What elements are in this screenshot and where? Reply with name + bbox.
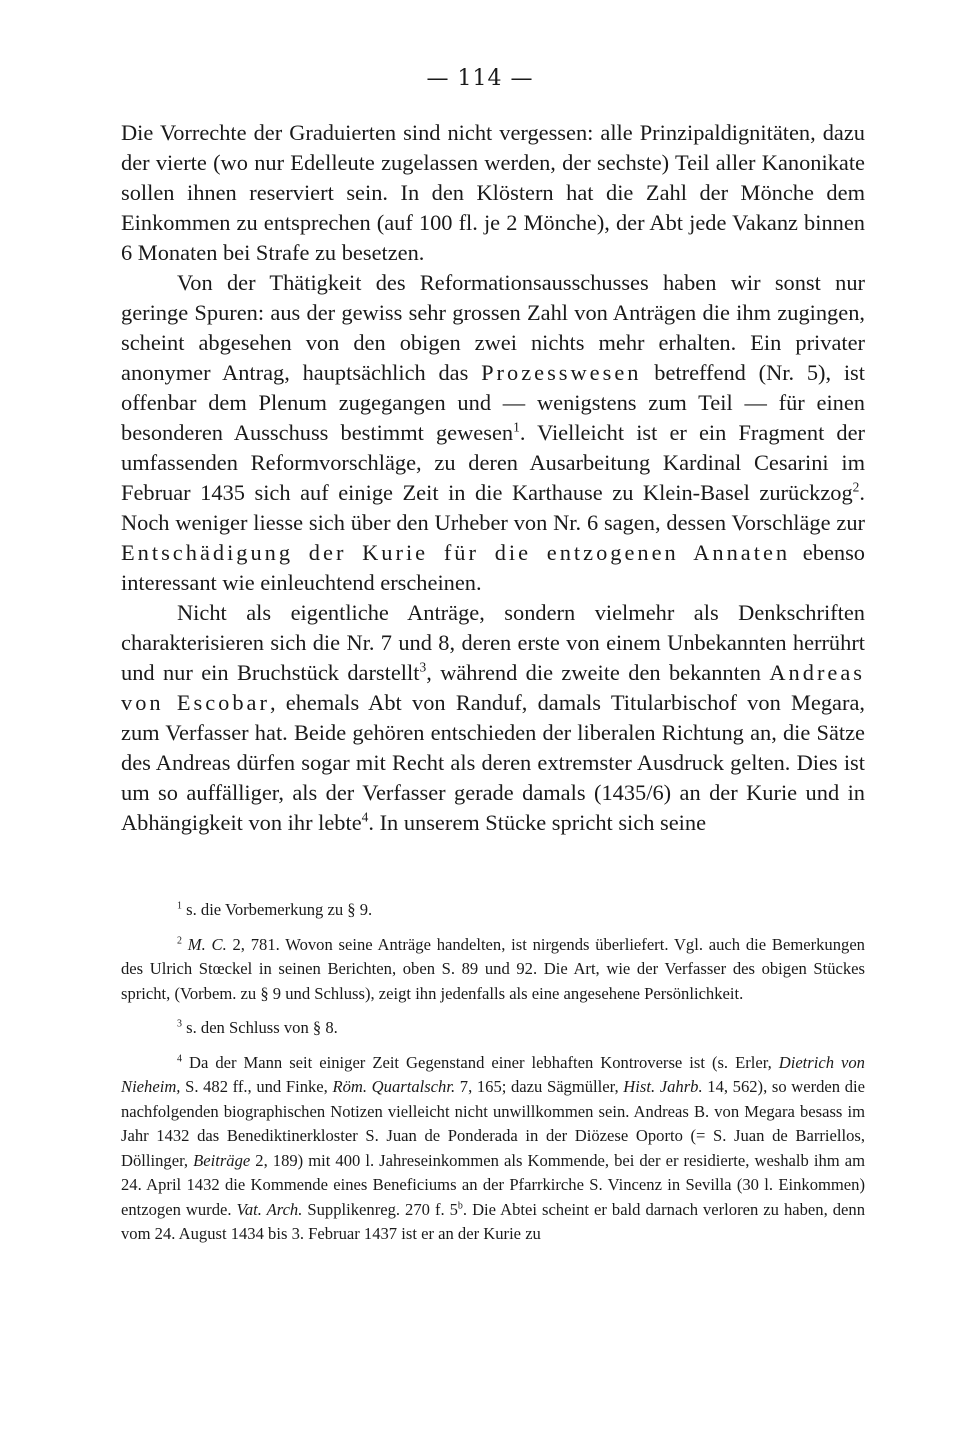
- footnote-ref-3[interactable]: 3: [419, 659, 427, 675]
- footnote-2: [121, 933, 865, 1007]
- footnote-4-i5: Vat. Arch.: [236, 1199, 303, 1219]
- footnote-2-mark: 2: [177, 934, 182, 946]
- footnote-3-mark: 3: [177, 1018, 182, 1030]
- footnote-3: [121, 1016, 865, 1041]
- footnote-4: [121, 1051, 865, 1247]
- paragraph-2: [121, 268, 865, 598]
- footnote-ref-1[interactable]: 1: [513, 419, 520, 435]
- footnote-ref-2[interactable]: 2: [852, 479, 860, 495]
- p2-text-g: ebenso interessant wie einleuchtend erscheinen.: [121, 540, 865, 595]
- footnote-4-i3: Hist. Jahrb.: [623, 1077, 703, 1096]
- paragraph-3: [121, 598, 865, 838]
- p3-text-e: . In unserem Stücke spricht sich seine: [368, 810, 707, 835]
- p3-text-b: , während die zweite den bekannten: [426, 660, 770, 685]
- p3-text-d: , ehemals Abt von Randuf, damals Titularbischof von Megara, zum Verfasser hat. Beide gehören entschieden der liberalen Richtung an, die Sätze des Andreas dürfen sogar mit Recht als deren extremster Ausdruck gelten. Dies ist um so auffälliger, als der Verfasser gerade damals (1435/6) an der Kurie und in Abhängigkeit von ihr lebte: [121, 690, 865, 835]
- footnote-4-i4: Beiträge: [193, 1150, 251, 1170]
- main-text: [121, 118, 865, 838]
- footnote-2-text: 2, 781. Wovon seine Anträge handelten, ist nirgends überliefert. Vgl. auch die Bemerkungen des Ulrich Stœckel in seinen Berichten, oben S. 89 und 92. Die Art, wie der Verfasser des obigen Stückes spricht, (Vorbem. zu § 9 und Schluss), zeigt ihn jedenfalls als eine angesehene Persönlichkeit.: [121, 934, 865, 1003]
- footnote-4-t1: Da der Mann seit einiger Zeit Gegenstand einer lebhaften Kontroverse ist (s. Erler,: [188, 1052, 779, 1072]
- p2-spaced-prozesswesen: Prozesswesen: [481, 360, 642, 385]
- footnote-ref-4[interactable]: 4: [361, 809, 369, 825]
- footnote-4-i2: Röm. Quartalschr.: [332, 1077, 456, 1096]
- p2-text-c: betreffend (Nr. 5), ist offenbar dem Plenum zugegangen und — wenigstens zum Teil — für einen besonderen Ausschuss bestimmt gewesen: [121, 360, 865, 445]
- footnote-4-t4: 14, 562), so werden die nachfolgenden biographischen Notizen vielleicht nicht unwillkommen sein. Andreas B. von Megara besass im Jahr 1432 das Benediktinerkloster S. Juan de Ponderada in der Diözese Oporto (= S. Juan de Barriellos, Döllinger,: [121, 1077, 866, 1170]
- footnote-1-text: s. die Vorbemerkung zu § 9.: [186, 900, 373, 919]
- p2-spaced-entschaedigung: Entschädigung der Kurie für die entzogenen Annaten: [121, 540, 791, 565]
- footnote-2-source: M. C.: [187, 934, 227, 954]
- footnote-4-mark: 4: [177, 1052, 182, 1064]
- footnote-4-t2: S. 482 ff., und Finke,: [180, 1077, 333, 1096]
- footnote-4-t5: 2, 189) mit 400 l. Jahreseinkommen als Kommende, bei der er residierte, weshalb ihm am 24. April 1432 die Kommende eines Beneficiums an der Pfarrkirche S. Vincenz in Sevilla (30 l. Einkommen) entzogen wurde.: [121, 1150, 865, 1219]
- footnote-4-i1: Dietrich von Nieheim,: [121, 1052, 865, 1096]
- footnote-4-sup: b: [457, 1199, 463, 1211]
- p2-text-a: Von der Thätigkeit des Reformationsausschusses haben wir sonst nur geringe Spuren: aus der gewiss sehr grossen Zahl von Anträgen die ihm zugingen, scheint abgesehen von den obigen zwei nichts mehr erhalten. Ein privater anonymer Antrag, hauptsächlich das: [121, 270, 865, 385]
- footnote-4-t3: 7, 165; dazu Sägmüller,: [455, 1077, 624, 1096]
- p2-text-d: . Vielleicht ist er ein Fragment der umfassenden Reformvorschläge, zu deren Ausarbeitung Kardinal Cesarini im Februar 1435 sich auf einige Zeit in die Karthause zu Klein-Basel zurückzog: [121, 420, 866, 505]
- footnote-4-t6: Supplikenreg. 270 f. 5: [302, 1199, 458, 1219]
- footnote-3-text: s. den Schluss von § 8.: [186, 1018, 338, 1037]
- footnotes: [121, 898, 865, 1257]
- p3-text-a: Nicht als eigentliche Anträge, sondern vielmehr als Denkschriften charakterisieren sich die Nr. 7 und 8, deren erste von einem Unbekannten herrührt und nur ein Bruchstück darstellt: [121, 600, 865, 685]
- footnote-1: [121, 898, 865, 923]
- p2-text-e: . Noch weniger liesse sich über den Urheber von Nr. 6 sagen, dessen Vorschläge zur: [121, 480, 865, 535]
- page-number: — 114 —: [426, 66, 534, 91]
- footnote-1-mark: 1: [177, 900, 182, 912]
- p3-spaced-andreas: Andreas von Escobar: [121, 660, 865, 715]
- footnote-4-t7: . Die Abtei scheint er bald darnach verloren zu haben, denn vom 24. August 1434 bis 3. Februar 1437 ist er an der Kurie zu: [121, 1199, 865, 1243]
- paragraph-1: Die Vorrechte der Graduierten sind nicht vergessen: alle Prinzipaldignitäten, dazu der vierte (wo nur Edelleute zugelassen werden, der sechste) Teil aller Kanonikate sollen ihnen reserviert sein. In den Klöstern hat die Zahl der Mönche dem Einkommen zu entsprechen (auf 100 fl. je 2 Mönche), der Abt jede Vakanz binnen 6 Monaten bei Strafe zu besetzen.: [121, 120, 865, 265]
